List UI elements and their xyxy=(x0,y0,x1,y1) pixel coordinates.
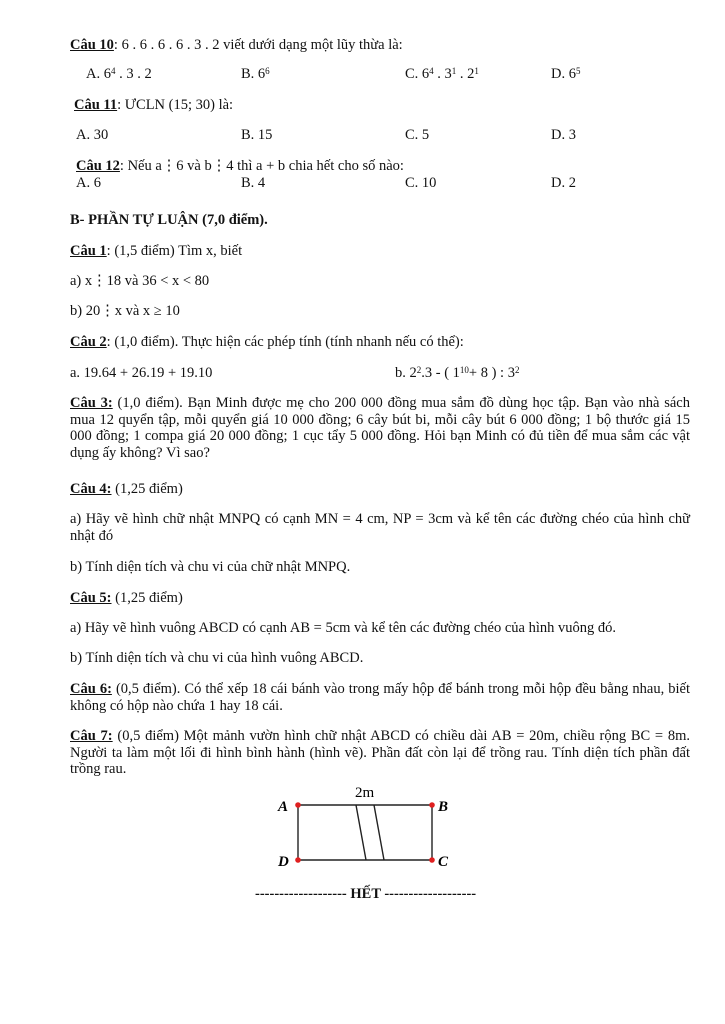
question-label: Câu 10 xyxy=(70,37,114,53)
part-a: a) x⋮18 và 36 < x < 80 xyxy=(70,273,210,289)
vertex-a xyxy=(295,802,301,808)
path-left-edge xyxy=(356,805,366,860)
label-c: C xyxy=(438,854,449,870)
question-label: Câu 12 xyxy=(76,158,120,174)
option-a: A. 30 xyxy=(76,127,109,143)
question-label: Câu 3: xyxy=(70,395,113,411)
question-label: Câu 5: xyxy=(70,590,112,606)
vertex-b xyxy=(429,802,435,808)
question-11 xyxy=(74,97,233,114)
label-a: A xyxy=(278,799,289,815)
question-label: Câu 4: xyxy=(70,481,112,497)
question-10 xyxy=(70,37,403,54)
question-text: : (1,5 điểm) Tìm x, biết xyxy=(106,243,243,259)
question-text: : Nếu a⋮6 và b⋮4 thì a + b chia hết cho số nào: xyxy=(119,158,404,174)
question-text: (0,5 điểm). Có thể xếp 18 cái bánh vào trong mấy hộp để bánh trong mỗi hộp đều bằng nhau, biết không có hộp nào chứa 1 hay 18 cái. xyxy=(70,681,690,714)
part-b: b) Tính diện tích và chu vi của hình vuông ABCD. xyxy=(70,650,364,666)
essay-question-3 xyxy=(70,395,690,461)
label-b: B xyxy=(438,799,449,815)
essay-question-5 xyxy=(70,590,183,607)
part-a: a) Hãy vẽ hình chữ nhật MNPQ có cạnh MN = 4 cm, NP = 3cm và kể tên các đường chéo của hình chữ nhật đó xyxy=(70,511,690,544)
vertex-d xyxy=(295,857,301,863)
label-d: D xyxy=(278,854,289,870)
option-b: B. $6^6$ xyxy=(241,66,270,82)
garden-figure xyxy=(270,780,460,875)
part-a: a) Hãy vẽ hình vuông ABCD có cạnh AB = 5cm và kể tên các đường chéo của hình vuông đó. xyxy=(70,620,616,636)
option-c: C. 5 xyxy=(405,127,430,143)
question-text: : ƯCLN (15; 30) là: xyxy=(117,97,234,113)
question-text: : 6 . 6 . 6 . 6 . 3 . 2 viết dưới dạng một lũy thừa là: xyxy=(113,37,403,53)
essay-question-1 xyxy=(70,243,242,260)
question-label: Câu 7: xyxy=(70,728,113,744)
part-b: b) 20⋮x và x ≥ 10 xyxy=(70,303,180,319)
question-label: Câu 6: xyxy=(70,681,112,697)
essay-question-6 xyxy=(70,681,690,714)
part-b: b. $2^2.3$ - ( $1^{10}+ 8$ ) : $3^2$ xyxy=(395,365,520,381)
option-d: D. 3 xyxy=(551,127,576,143)
vertex-c xyxy=(429,857,435,863)
question-label: Câu 1 xyxy=(70,243,107,259)
path-width-label: 2m xyxy=(355,785,375,801)
question-text: (1,25 điểm) xyxy=(111,590,183,606)
option-d: D. 2 xyxy=(551,175,576,191)
path-right-edge xyxy=(374,805,384,860)
question-12 xyxy=(76,158,404,175)
question-text: (1,0 điểm). Bạn Minh được mẹ cho 200 000 đồng mua sắm đồ dùng học tập. Bạn vào nhà sách mua 12 quyển tập, mỗi quyển giá 10 000 đồng; 6 cây bút bi, mỗi cây bút 6 000 đồng; 1 bộ thước giá 15 000 đồng; 1 compa giá 20 000 đồng; 1 cục tẩy 5 000 đồng. Hỏi bạn Minh có đủ tiền để mua sắm các vật dụng ấy không? Vì sao? xyxy=(70,395,690,461)
end-marker: ------------------- HẾT ------------------- xyxy=(255,886,477,902)
option-c: C. $6^4$ . $3^1$ . $2^1$ xyxy=(405,66,479,82)
question-text: (1,25 điểm) xyxy=(111,481,183,497)
option-a: A. $6^4$ . 3 . 2 xyxy=(86,66,152,82)
essay-question-4 xyxy=(70,481,183,498)
option-b: B. 15 xyxy=(241,127,273,143)
option-b: B. 4 xyxy=(241,175,266,191)
question-label: Câu 11 xyxy=(74,97,118,113)
option-a: A. 6 xyxy=(76,175,101,191)
option-c: C. 10 xyxy=(405,175,437,191)
essay-question-2 xyxy=(70,334,464,351)
question-text: : (1,0 điểm). Thực hiện các phép tính (tính nhanh nếu có thể): xyxy=(106,334,464,350)
part-b: b) Tính diện tích và chu vi của chữ nhật MNPQ. xyxy=(70,559,351,575)
question-label: Câu 2 xyxy=(70,334,107,350)
essay-question-7 xyxy=(70,728,690,778)
part-a: a. 19.64 + 26.19 + 19.10 xyxy=(70,365,213,381)
question-text: (0,5 điểm) Một mảnh vườn hình chữ nhật ABCD có chiều dài AB = 20m, chiều rộng BC = 8m. Người ta làm một lối đi hình bình hành (hình vẽ). Phần đất còn lại để trồng rau. Tính diện tích phần đất trồng rau. xyxy=(70,728,690,777)
section-b-heading: B- PHẦN TỰ LUẬN (7,0 điểm). xyxy=(70,212,268,228)
option-d: D. $6^5$ xyxy=(551,66,581,82)
